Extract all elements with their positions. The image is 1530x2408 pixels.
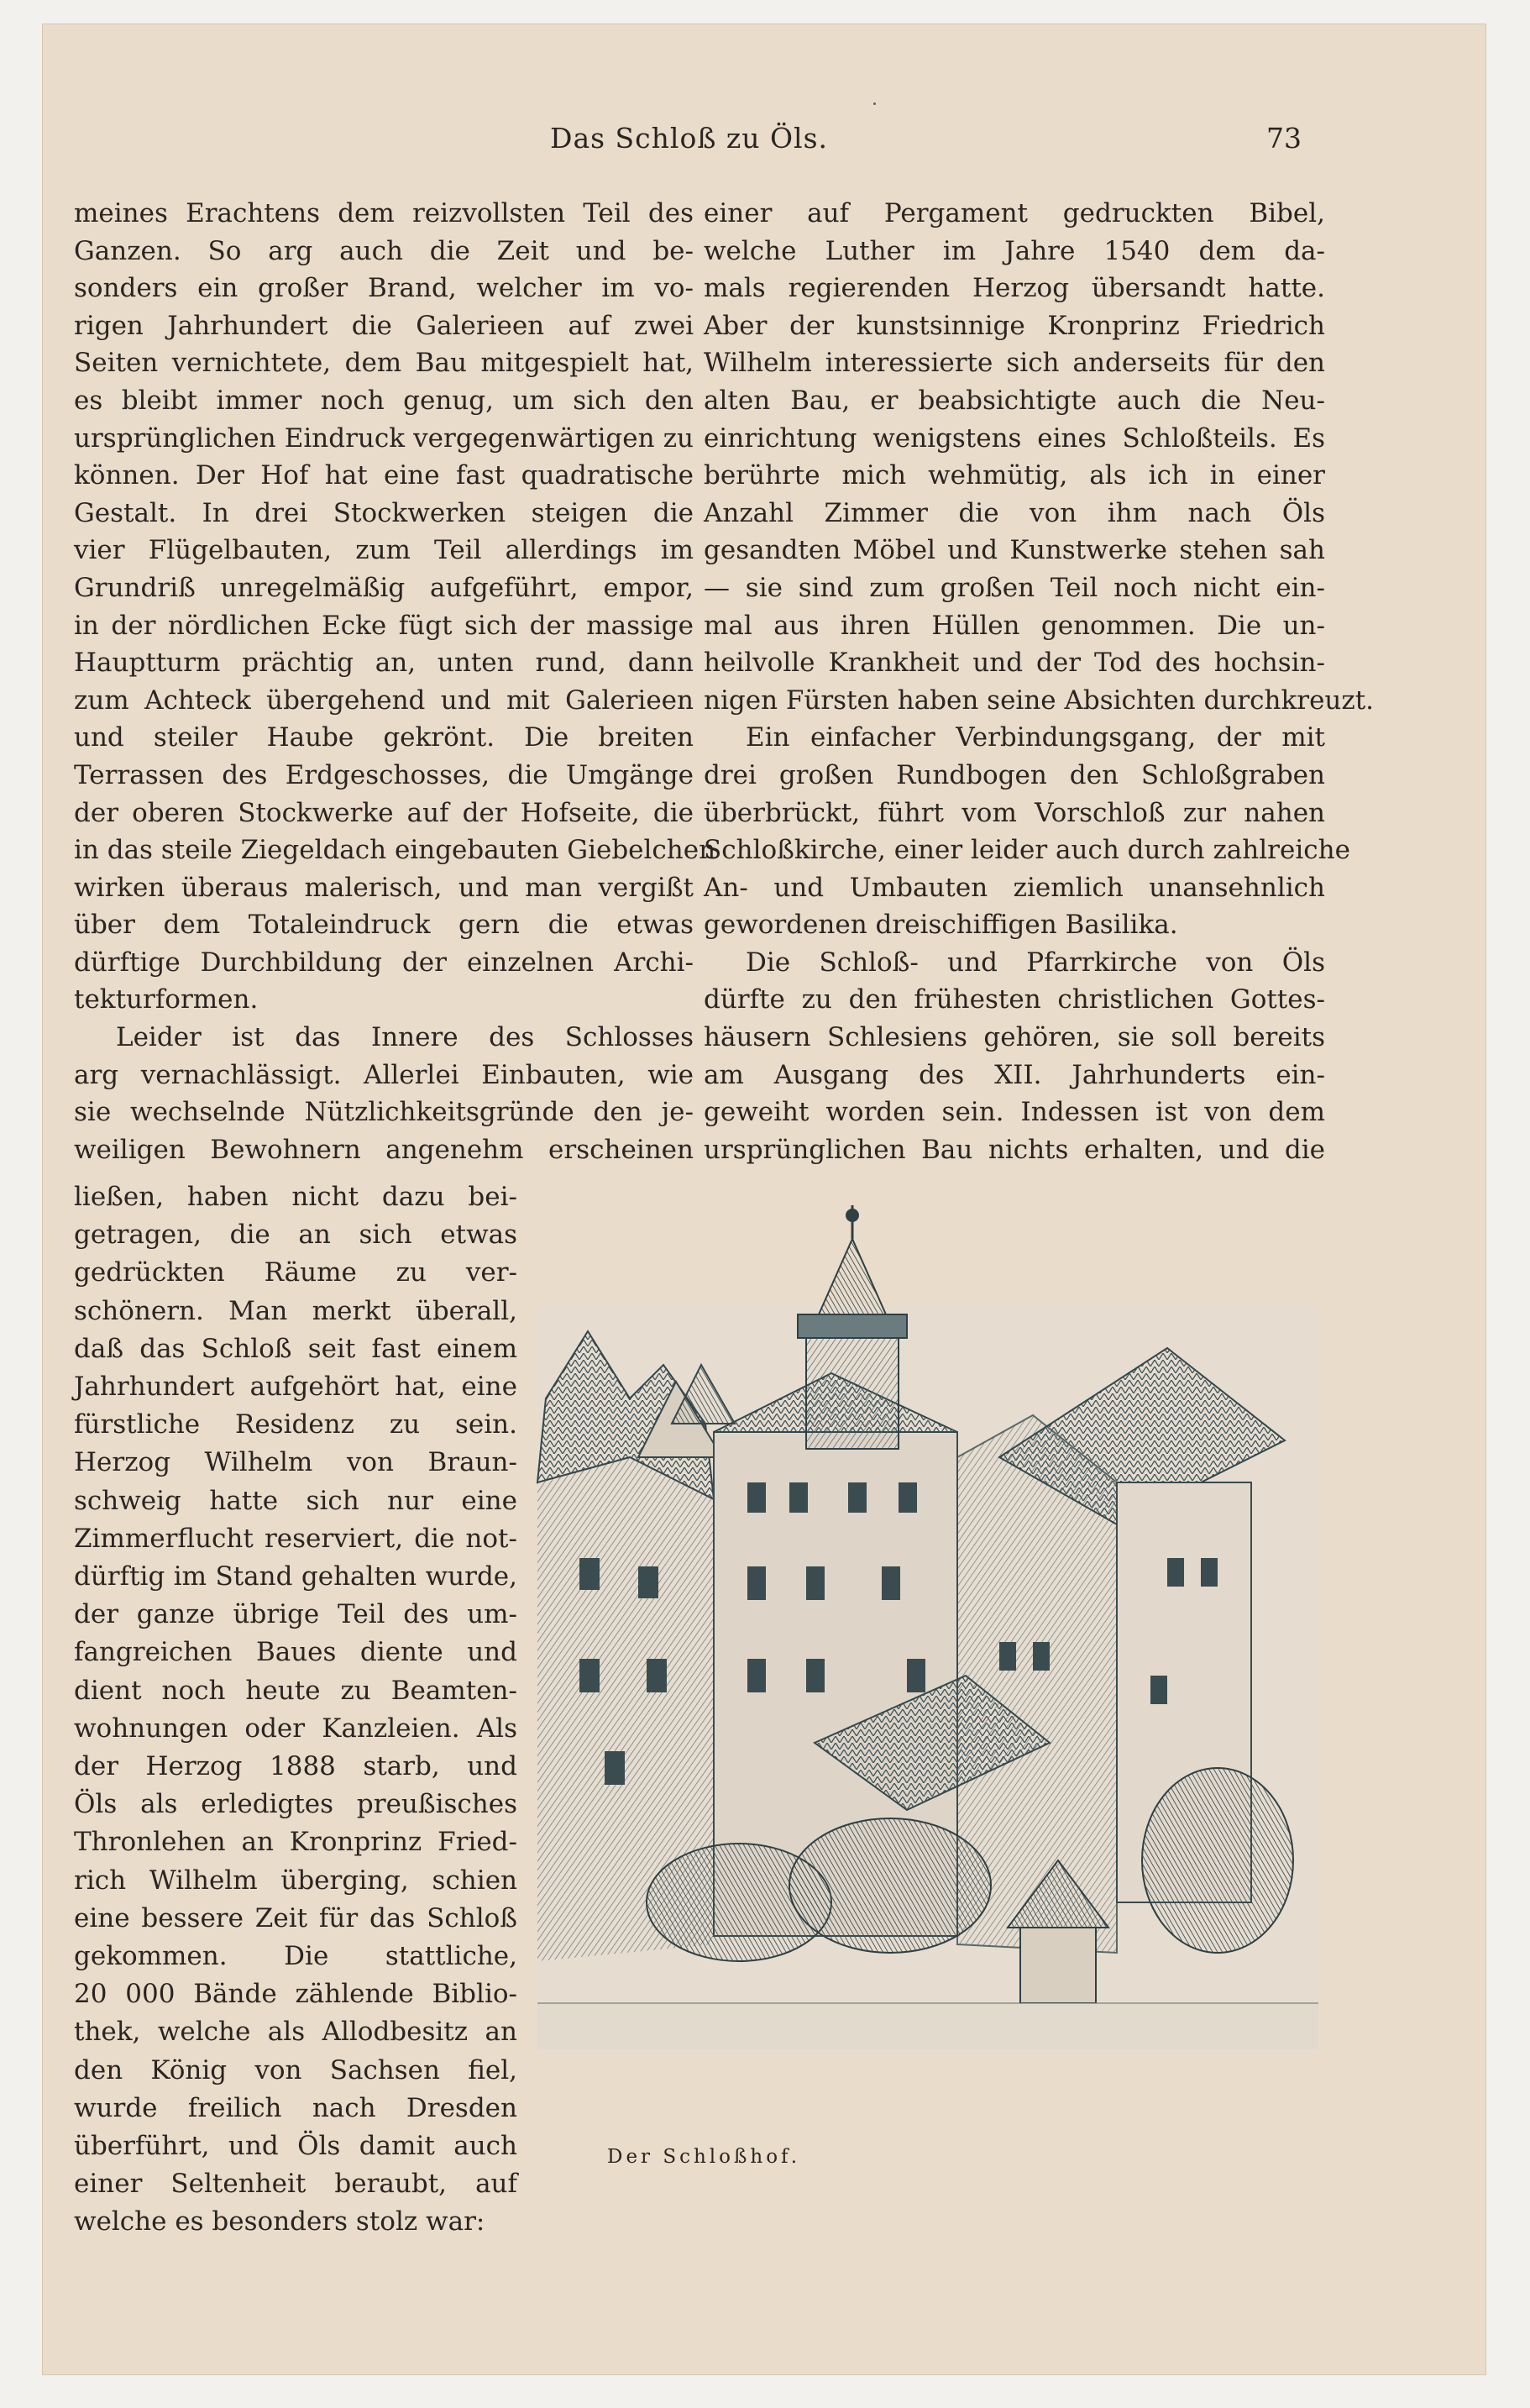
text-line: einrichtung wenigstens eines Schloßteils. Es — [704, 422, 1325, 454]
text-line: arg vernachlässigt. Allerlei Einbauten, wie — [74, 1059, 694, 1090]
text-line: Zimmerflucht reserviert, die not- — [74, 1523, 517, 1554]
text-line: ursprünglichen Bau nichts erhalten, und die — [704, 1134, 1325, 1165]
text-line: meines Erachtens dem reizvollsten Teil des — [74, 198, 694, 228]
text-line: drei großen Rundbogen den Schloßgraben — [704, 759, 1325, 790]
text-line: am Ausgang des XII. Jahrhunderts ein- — [704, 1059, 1325, 1090]
text-line: sie wechselnde Nützlichkeitsgründe den je- — [74, 1097, 694, 1128]
text-line: weiligen Bewohnern angenehm erscheinen — [74, 1134, 694, 1165]
text-line: überführt, und Öls damit auch — [74, 2131, 517, 2162]
text-line: und steiler Haube gekrönt. Die breiten — [74, 722, 694, 753]
text-line: wohnungen oder Kanzleien. Als — [74, 1713, 517, 1744]
text-line: fangreichen Baues diente und — [74, 1637, 517, 1668]
text-line: alten Bau, er beabsichtigte auch die Neu- — [704, 385, 1325, 416]
text-line: welche es besonders stolz war: — [74, 2206, 485, 2237]
text-line: wurde freilich nach Dresden — [74, 2092, 517, 2123]
text-line: Die Schloß- und Pfarrkirche von Öls — [746, 947, 1325, 978]
left-column-top — [74, 195, 716, 1168]
text-line: rich Wilhelm überging, schien — [74, 1865, 517, 1896]
text-line: den König von Sachsen fiel, — [74, 2054, 517, 2085]
text-line: Leider ist das Innere des Schlosses — [116, 1022, 694, 1053]
text-line: thek, welche als Allodbesitz an — [74, 2017, 517, 2048]
text-line: wirken überaus malerisch, und man vergißt — [74, 872, 694, 903]
text-line: rigen Jahrhundert die Galerieen auf zwei — [74, 310, 694, 341]
text-line: Jahrhundert aufgehört hat, eine — [74, 1372, 517, 1403]
text-line: einer auf Pergament gedruckten Bibel, — [704, 198, 1325, 228]
text-line: ursprünglichen Eindruck vergegenwärtigen zu — [74, 422, 694, 454]
page-number: 73 — [1266, 122, 1302, 155]
text-line: der ganze übrige Teil des um- — [74, 1599, 517, 1630]
text-line: Öls als erledigtes preußisches — [74, 1789, 517, 1820]
text-line: Schloßkirche, einer leider auch durch zahlreiche — [704, 835, 1350, 866]
text-line: schweig hatte sich nur eine — [74, 1485, 517, 1516]
text-line: in der nördlichen Ecke fügt sich der massige — [74, 610, 694, 641]
text-line: der oberen Stockwerke auf der Hofseite, die — [74, 797, 694, 828]
text-line: An- und Umbauten ziemlich unansehnlich — [704, 872, 1325, 903]
text-line: dürftig im Stand gehalten wurde, — [74, 1561, 517, 1592]
text-line: einer Seltenheit beraubt, auf — [74, 2169, 517, 2200]
text-line: nigen Fürsten haben seine Absichten durchkreuzt. — [704, 685, 1375, 716]
text-line: Ganzen. So arg auch die Zeit und be- — [74, 235, 694, 266]
running-title: Das Schloß zu Öls. — [550, 122, 829, 155]
text-line: mals regierenden Herzog übersandt hatte. — [704, 273, 1325, 304]
text-line: Thronlehen an Kronprinz Fried- — [74, 1827, 517, 1858]
text-line: 20 000 Bände zählende Biblio- — [74, 1979, 517, 2010]
illustration-castle-courtyard — [529, 1205, 1327, 2066]
text-line: mal aus ihren Hüllen genommen. Die un- — [704, 610, 1325, 641]
text-line: Anzahl Zimmer die von ihm nach Öls — [704, 497, 1325, 528]
text-line: tekturformen. — [74, 984, 259, 1015]
text-line: heilvolle Krankheit und der Tod des hochsin- — [704, 648, 1325, 679]
text-line: zum Achteck übergehend und mit Galerieen — [74, 685, 694, 716]
text-line: berührte mich wehmütig, als ich in einer — [704, 460, 1325, 491]
text-line: dient noch heute zu Beamten- — [74, 1675, 517, 1706]
text-line: Gestalt. In drei Stockwerken steigen die — [74, 497, 694, 528]
text-line: gesandten Möbel und Kunstwerke stehen sah — [704, 535, 1325, 566]
text-line: gekommen. Die stattliche, — [74, 1941, 517, 1972]
figure-caption: Der Schloßhof. — [607, 2146, 801, 2168]
text-line: dürftige Durchbildung der einzelnen Archi- — [74, 947, 694, 978]
text-line: Wilhelm interessierte sich anderseits für den — [704, 348, 1325, 379]
text-line: können. Der Hof hat eine fast quadratische — [74, 460, 694, 491]
text-line: Herzog Wilhelm von Braun- — [74, 1447, 517, 1478]
text-line: der Herzog 1888 starb, und — [74, 1751, 517, 1782]
text-line: getragen, die an sich etwas — [74, 1220, 517, 1251]
text-line: über dem Totaleindruck gern die etwas — [74, 910, 694, 941]
text-line: vier Flügelbauten, zum Teil allerdings im — [74, 535, 694, 566]
text-line: schönern. Man merkt überall, — [74, 1295, 517, 1326]
text-line: dürfte zu den frühesten christlichen Gottes- — [704, 984, 1325, 1015]
text-line: sonders ein großer Brand, welcher im vo- — [74, 273, 694, 304]
text-line: Ein einfacher Verbindungsgang, der mit — [746, 722, 1325, 753]
text-line: Seiten vernichtete, dem Bau mitgespielt hat, — [74, 348, 694, 379]
text-line: überbrückt, führt vom Vorschloß zur nahen — [704, 797, 1325, 828]
text-line: geweiht worden sein. Indessen ist von dem — [704, 1097, 1325, 1128]
text-line: Grundriß unregelmäßig aufgeführt, empor, — [74, 572, 694, 603]
text-line: ließen, haben nicht dazu bei- — [74, 1182, 517, 1212]
text-line: Aber der kunstsinnige Kronprinz Friedrich — [704, 310, 1325, 341]
text-line: eine bessere Zeit für das Schloß — [74, 1902, 517, 1933]
text-line: Hauptturm prächtig an, unten rund, dann — [74, 648, 694, 679]
text-line: es bleibt immer noch genug, um sich den — [74, 385, 694, 416]
text-line: in das steile Ziegeldach eingebauten Giebelchen — [74, 835, 716, 866]
text-line: Terrassen des Erdgeschosses, die Umgänge — [74, 759, 694, 790]
paper-speck — [873, 102, 876, 105]
right-column — [704, 195, 1375, 1168]
text-line: welche Luther im Jahre 1540 dem da- — [704, 235, 1325, 266]
text-line: gedrückten Räume zu ver- — [74, 1257, 517, 1288]
text-line: gewordenen dreischiffigen Basilika. — [704, 910, 1178, 941]
text-line: häusern Schlesiens gehören, sie soll bereits — [704, 1022, 1325, 1053]
text-line: fürstliche Residenz zu sein. — [74, 1409, 517, 1440]
text-line: — sie sind zum großen Teil noch nicht ein- — [704, 572, 1325, 603]
text-line: daß das Schloß seit fast einem — [74, 1333, 517, 1364]
castle-courtyard-drawing — [529, 1205, 1327, 2066]
left-column-narrow — [74, 1178, 517, 2242]
